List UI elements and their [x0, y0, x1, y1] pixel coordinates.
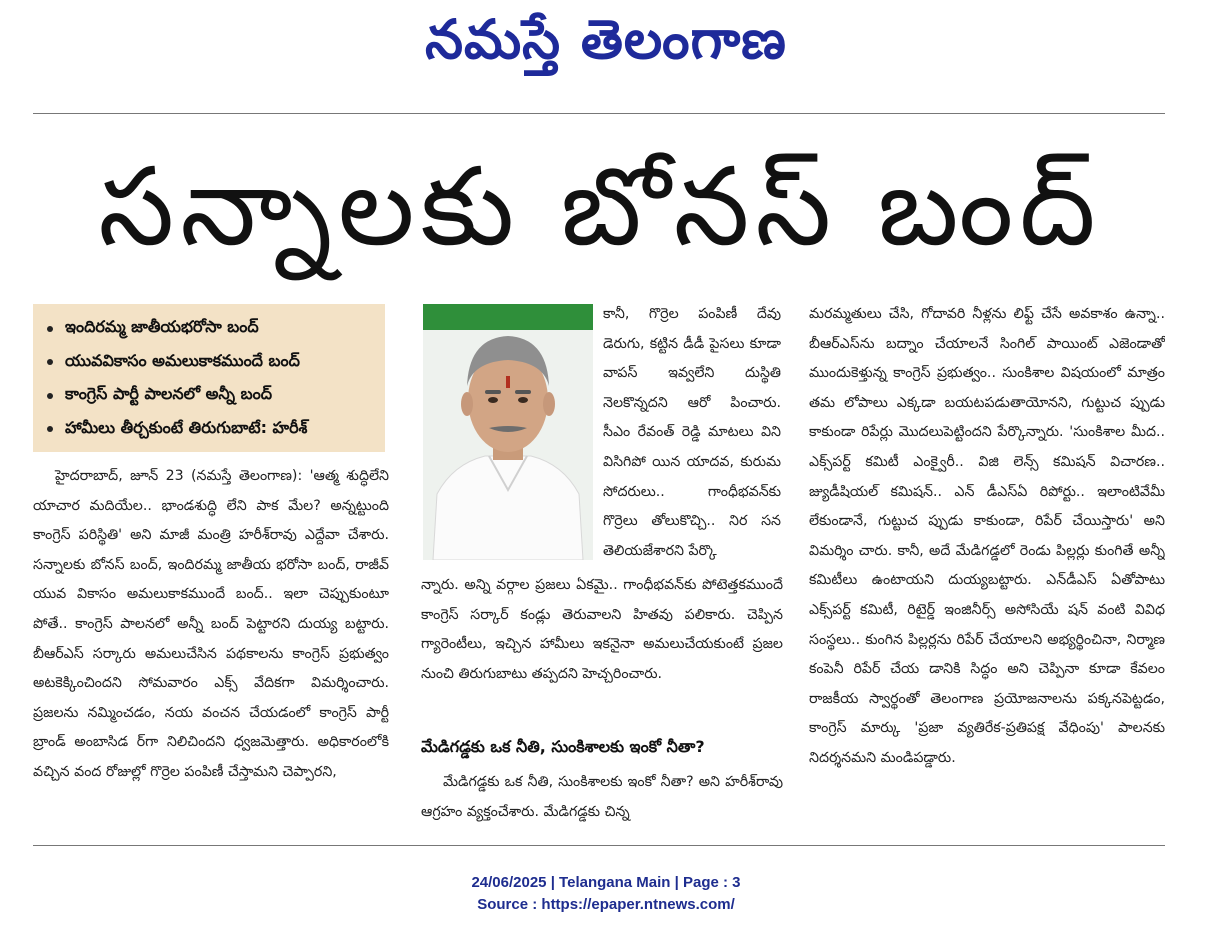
article-column-1 [33, 462, 389, 826]
article-column-2-bottom [421, 768, 783, 830]
footer-source-link[interactable]: Source : https://epaper.ntnews.com/ [477, 896, 735, 913]
highlights-box [33, 304, 385, 452]
bullet-icon [47, 326, 53, 332]
bullet-icon [47, 426, 53, 432]
article-subheading: మేడిగడ్డకు ఒక నీతి, సుంకిశాలకు ఇంకో నీతా? [421, 737, 705, 756]
article-column-2-top [603, 300, 781, 570]
headline: సన్నాలకు బోనస్ బంద్ [98, 145, 1102, 270]
highlight-item: ఇందిరమ్మ జాతీయభరోసా బంద్ [47, 312, 373, 346]
masthead-logo: నమస్తే తెలంగాణ [425, 8, 787, 71]
footer-date-edition: 24/06/2025 | Telangana Main | Page : 3 [471, 874, 741, 891]
article-paragraph: కానీ, గొర్రెల పంపిణీ దేవు డెరుగు, కట్టిన డీడీ పైసలు కూడా వాపస్ ఇవ్వలేని దుస్థితి నెలకొన్నదని ఆరో పించారు. సీఎం రేవంత్ రెడ్డి మాటలు విని విసిగిపో యిన యాదవ, కురుమ సోదరులు.. గాంధీభవన్‌కు గొర్రెలు తోలుకొచ్చి.. నిర సన తెలియజేశారని పేర్కొ [603, 306, 781, 559]
portrait-illustration [423, 304, 593, 560]
highlight-item: హామీలు తీర్చకుంటే తిరుగుబాటే: హరీశ్ [47, 413, 373, 447]
article-column-2-mid [421, 571, 783, 721]
article-column-3 [809, 300, 1165, 830]
article-paragraph: మరమ్మతులు చేసి, గోదావరి నీళ్లను లిఫ్ట్ చేసే అవకాశం ఉన్నా.. బీఆర్‌ఎస్‌ను బద్నాం చేయాలనే సింగిల్ పాయింట్ ఎజెండాతో ముందుకెళ్తున్న కాంగ్రెస్ ప్రభుత్వం.. సుంకిశాల విషయంలో మాత్రం తమ లోపాలు ఎక్కడా బయటపడుతాయోనని, గుట్టుచ ప్పుడు కాకుండా రిపేర్లు మొదలుపెట్టిందని పేర్కొన్నారు. 'సుంకిశాల మీద.. ఎక్స్‌పర్ట్ కమిటీ ఎంక్వైరీ.. విజి లెన్స్ కమిషన్ విచారణ.. జ్యుడీషియల్ కమిషన్.. ఎన్ డీఎస్ఏ రిపోర్టు.. ఇలాంటివేమీ లేకుండానే, గుట్టుచ ప్పుడు కాకుండా, రిపేర్ చేయిస్తారు' అని విమర్శిం చారు. కానీ, అదే మేడిగడ్డలో రెండు పిల్లర్లు కుంగితే అన్నీ కమిటీలు ఉంటాయని దుయ్యబట్టారు. ఎన్‌డీఎస్ ఏతోపాటు ఎక్స్‌పర్ట్ కమిటీ, రిటైర్డ్ ఇంజినీర్స్ అసోసియే షన్ వంటి వివిధ సంస్థలు.. కుంగిన పిల్లర్లను రిపేర్ చేయాలని అభ్యర్థించినా, నిర్మాణ కంపెనీ రిపేర్ చేయ డానికి సిద్ధం అని చెప్పినా కూడా కేవలం రాజకీయ స్వార్థంతో తెలంగాణ ప్రయోజనాలను పక్కనపెట్టడం, కాంగ్రెస్ మార్కు 'ప్రజా వ్యతిరేక-ప్రతిపక్ష వేధింపు' పాలనకు నిదర్శనమని మండిపడ్డారు. [809, 306, 1165, 766]
highlight-item: యువవికాసం అమలుకాకముందే బంద్ [47, 346, 373, 380]
bottom-rule [33, 845, 1165, 846]
article-paragraph: మేడిగడ్డకు ఒక నీతి, సుంకిశాలకు ఇంకో నీతా? అని హరీశ్‌రావు ఆగ్రహం వ్యక్తంచేశారు. మేడిగడ్డకు చిన్న [421, 774, 783, 820]
bullet-icon [47, 359, 53, 365]
bullet-icon [47, 393, 53, 399]
article-paragraph: హైదరాబాద్, జూన్ 23 (నమస్తే తెలంగాణ): 'ఆత్మ శుద్ధిలేని యాచార మదియేల.. భాండశుద్ధి లేని పాక మేల? అన్నట్టుంది కాంగ్రెస్ పరిస్థితి' అని మాజీ మంత్రి హరీశ్‌రావు ఎద్దేవా చేశారు. సన్నాలకు బోనస్ బంద్, ఇందిరమ్మ జాతీయ భరోసా బంద్, రాజీవ్ యువ వికాసం అమలుకాకముందే బంద్.. ఇలా చెప్పుకుంటూ పోతే.. కాంగ్రెస్ పాలనలో అన్నీ బంద్ పెట్టారని దుయ్య బట్టారు. బీఆర్‌ఎస్ సర్కారు అమలుచేసిన పథకాలను కాంగ్రెస్ ప్రభుత్వం అటకెక్కించిందని సోమవారం ఎక్స్ వేదికగా విమర్శించారు. ప్రజలను నమ్మించడం, నయ వంచన చేయడంలో కాంగ్రెస్ పార్టీ బ్రాండ్ అంబాసిడ ర్‌గా నిలిచిందని ధ్వజమెత్తారు. అధికారంలోకి వచ్చిన వంద రోజుల్లో గొర్రెల పంపిణీ చేస్తామని చెప్పారని, [33, 468, 389, 780]
top-rule [33, 113, 1165, 114]
highlight-item: కాంగ్రెస్ పార్టీ పాలనలో అన్నీ బంద్ [47, 379, 373, 413]
article-paragraph: న్నారు. అన్ని వర్గాల ప్రజలు ఏకమై.. గాంధీభవన్‌కు పోటెత్తకముందే కాంగ్రెస్ సర్కార్ కండ్లు తెరువాలని హితవు పలికారు. చెప్పిన గ్యారెంటీలు, ఇచ్చిన హామీలు ఇకనైనా అమలుచేయకుంటే ప్రజల నుంచి తిరుగుబాటు తప్పదని హెచ్చరించారు. [421, 577, 783, 682]
portrait-photo [423, 304, 593, 560]
